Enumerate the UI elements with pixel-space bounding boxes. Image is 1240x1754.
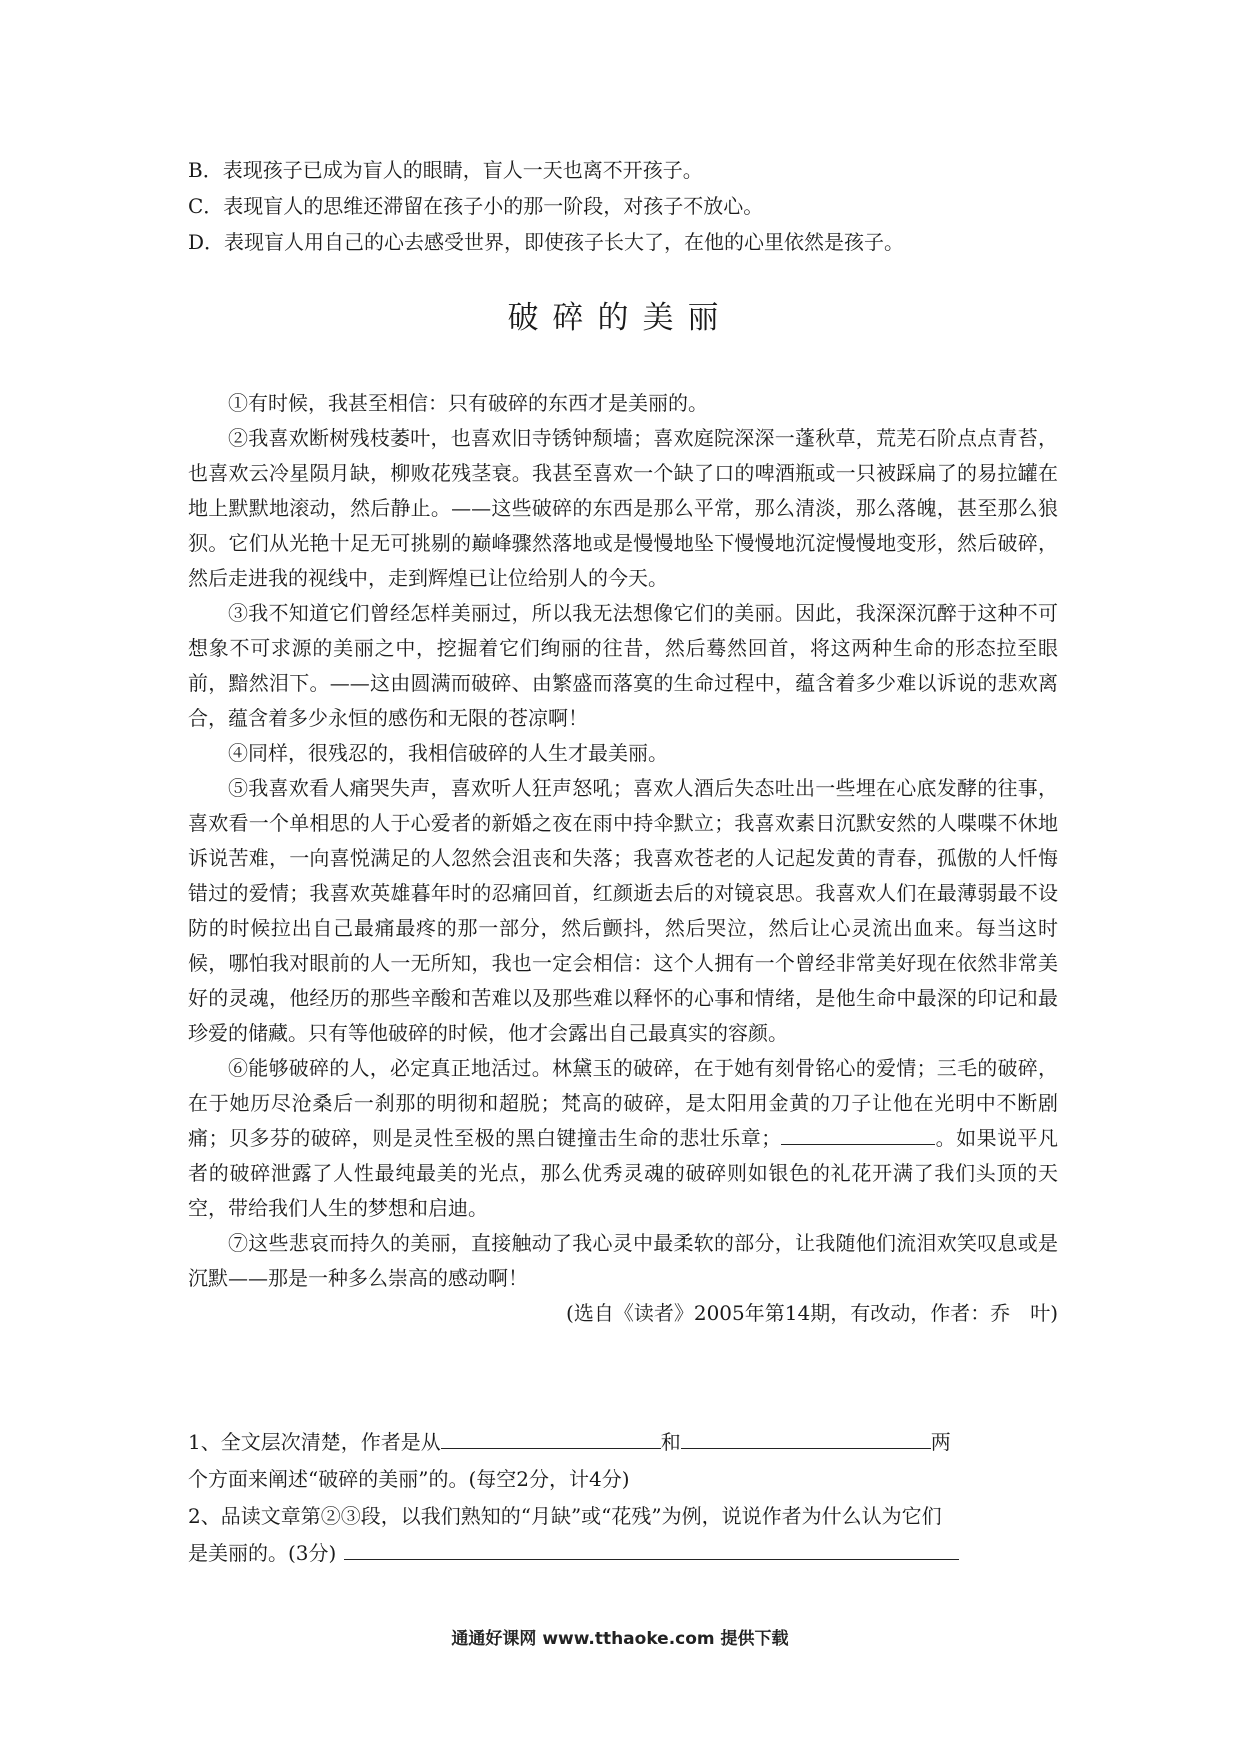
- question-1-continued: 个方面来阐述“破碎的美丽”的。(每空2分，计4分): [188, 1467, 630, 1491]
- paragraph-2: ②我喜欢断树残枝萎叶，也喜欢旧寺锈钟颓墙；喜欢庭院深深一蓬秋草，荒芜石阶点点青苔，也喜欢云冷星陨月缺，柳败花残茎衰。我甚至喜欢一个缺了口的啤酒瓶或一只被踩扁了的易拉罐在地上默默地滚动，然后静止。——这些破碎的东西是那么平常，那么清淡，那么落魄，甚至那么狼狈。它们从光艳十足无可挑剔的巅峰骤然落地或是慢慢地坠下慢慢地沉淀慢慢地变形，然后破碎，然后走进我的视线中，走到辉煌已让位给别人的今天。: [188, 426, 1058, 590]
- paragraph-3: ③我不知道它们曾经怎样美丽过，所以我无法想像它们的美丽。因此，我深深沉醉于这种不可想象不可求源的美丽之中，挖掘着它们绚丽的往昔，然后蓦然回首，将这两种生命的形态拉至眼前，黯然泪下。——这由圆满而破碎、由繁盛而落寞的生命过程中，蕴含着多少难以诉说的悲欢离合，蕴含着多少永恒的感伤和无限的苍凉啊！: [188, 601, 1058, 730]
- question-1-blank-1[interactable]: [441, 1426, 661, 1449]
- question-1-text-c: 两: [930, 1430, 951, 1454]
- option-b: B．表现孩子已成为盲人的眼睛，盲人一天也离不开孩子。: [188, 158, 703, 182]
- fill-blank-line[interactable]: [781, 1122, 901, 1145]
- question-2-continued: [188, 1535, 1058, 1572]
- article-body: [188, 386, 1058, 1331]
- article-title: 破碎的美丽: [507, 300, 733, 336]
- question-1-text-b: 和: [660, 1430, 681, 1454]
- paragraph-5: ⑤我喜欢看人痛哭失声，喜欢听人狂声怒吼；喜欢人酒后失态吐出一些埋在心底发酵的往事，喜欢看一个单相思的人于心爱者的新婚之夜在雨中持伞默立；我喜欢素日沉默安然的人喋喋不休地诉说苦难，一向喜悦满足的人忽然会沮丧和失落；我喜欢苍老的人记起发黄的青春，孤傲的人忏悔错过的爱情；我喜欢英雄暮年时的忍痛回首，红颜逝去后的对镜哀思。我喜欢人们在最薄弱最不设防的时候拉出自己最痛最疼的那一部分，然后颤抖，然后哭泣，然后让心灵流出血来。每当这时候，哪怕我对眼前的人一无所知，我也一定会相信：这个人拥有一个曾经非常美好现在依然非常美好的灵魂，他经历的那些辛酸和苦难以及那些难以释怀的心事和情绪，是他生命中最深的印记和最珍爱的储藏。只有等他破碎的时候，他才会露出自己最真实的容颜。: [188, 776, 1058, 1045]
- paragraph-7: ⑦这些悲哀而持久的美丽，直接触动了我心灵中最柔软的部分，让我随他们流泪欢笑叹息或是沉默——那是一种多么崇高的感动啊！: [188, 1231, 1058, 1290]
- paragraph-1: ①有时候，我甚至相信：只有破碎的东西才是美丽的。: [228, 391, 708, 415]
- footer-download-note: 通通好课网 www.tthaoke.com 提供下载: [451, 1629, 789, 1649]
- fill-blank-line-continued[interactable]: [901, 1122, 935, 1145]
- option-d: D．表现盲人用自己的心去感受世界，即使孩子长大了，在他的心里依然是孩子。: [188, 230, 905, 254]
- question-1: [188, 1424, 1058, 1461]
- answer-options: [188, 152, 1088, 260]
- paragraph-6: [188, 1051, 1058, 1226]
- option-c: C．表现盲人的思维还滞留在孩子小的那一阶段，对孩子不放心。: [188, 194, 764, 218]
- paragraph-6-part-1: ⑥能够破碎的人，必定真正地活过。林黛玉的破碎，在于她有刻骨铭心的爱情；三毛的破碎，在于她历尽沧桑后一刹那的明彻和超脱；梵高的破碎，是太阳用金黄的刀子让他在光明中不断剧痛；贝多芬的破碎，则是灵性至极的黑白键撞击生命的悲壮乐章；: [188, 1056, 1058, 1150]
- question-2-answer-line[interactable]: [344, 1537, 959, 1560]
- question-1-text-a: 1、全文层次清楚，作者是从: [188, 1430, 441, 1454]
- source-citation: (选自《读者》2005年第14期，有改动，作者：乔 叶): [566, 1301, 1058, 1325]
- question-2-text-b: 是美丽的。(3分): [188, 1541, 337, 1565]
- question-2: 2、品读文章第②③段，以我们熟知的“月缺”或“花残”为例，说说作者为什么认为它们: [188, 1504, 942, 1528]
- paragraph-4: ④同样，很残忍的，我相信破碎的人生才最美丽。: [228, 741, 668, 765]
- question-1-blank-2[interactable]: [681, 1426, 931, 1449]
- questions: [188, 1424, 1058, 1572]
- paragraph-6-part-2: 。如果说平凡者的破碎泄露了人性最纯最美的光点，那么优秀灵魂的破碎则如银色的礼花开满了我们头顶的天空，带给我们人生的梦想和启迪。: [188, 1126, 1059, 1220]
